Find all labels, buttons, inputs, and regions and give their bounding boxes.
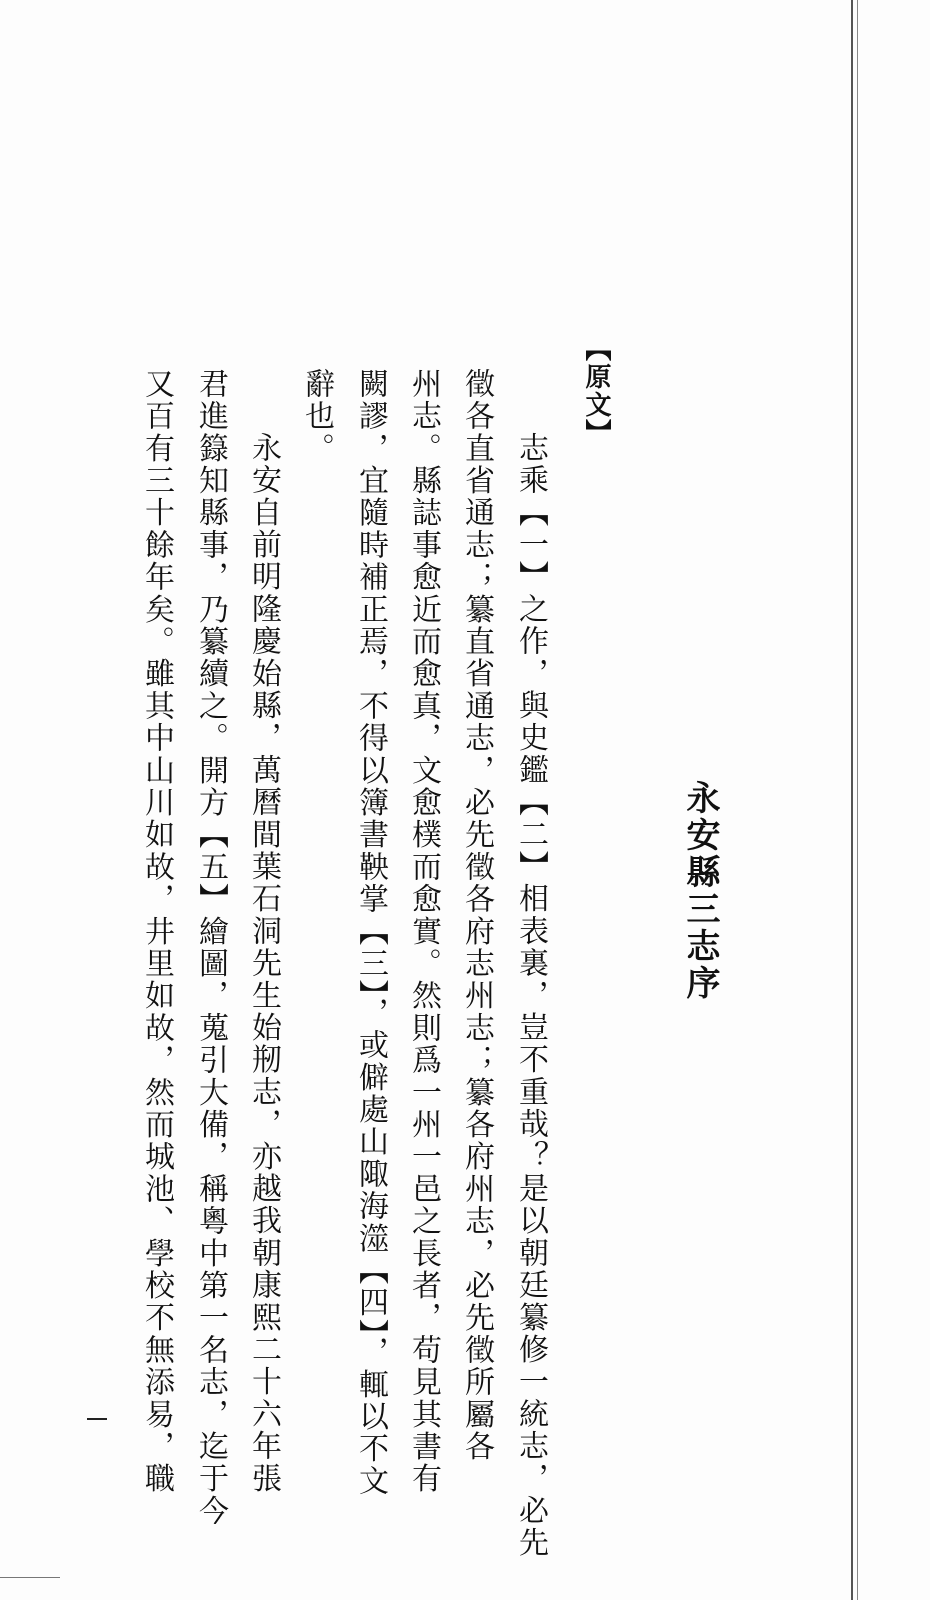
text-column: 又百有三十餘年矣。雖其中山川如故，井里如故，然而城池、學校不無添易，職 bbox=[139, 368, 174, 1495]
text-column: 闕謬，宜隨時補正焉，不得以簿書鞅掌【三】，或僻處山陬海澨【四】，輒以不文 bbox=[353, 368, 388, 1498]
page-title: 永安縣三志序 bbox=[680, 780, 720, 1002]
text-column: 徵各直省通志；纂直省通志，必先徵各府志州志；纂各府州志，必先徵所屬各 bbox=[459, 368, 494, 1463]
text-column: 州志。縣誌事愈近而愈真，文愈樸而愈實。然則爲一州一邑之長者，苟見其書有 bbox=[406, 368, 441, 1495]
text-column: 永安自前明隆慶始縣，萬曆間葉石洞先生始剏志，亦越我朝康熙二十六年張 bbox=[246, 432, 281, 1495]
footer-rule bbox=[0, 1577, 60, 1579]
text-column: 辭也。 bbox=[299, 368, 334, 465]
binding-rule-inner bbox=[857, 0, 858, 1600]
page-number bbox=[87, 1418, 107, 1420]
text-column: 君進籙知縣事，乃纂續之。開方【五】繪圖，蒐引大備，稱粵中第一名志，迄于今 bbox=[193, 368, 228, 1528]
section-heading: 【原文】 bbox=[581, 335, 611, 447]
binding-rule bbox=[851, 0, 853, 1600]
text-column: 志乘【一】之作，與史鑑【二】相表裏，豈不重哉？是以朝廷纂修一統志，必先 bbox=[513, 432, 548, 1559]
